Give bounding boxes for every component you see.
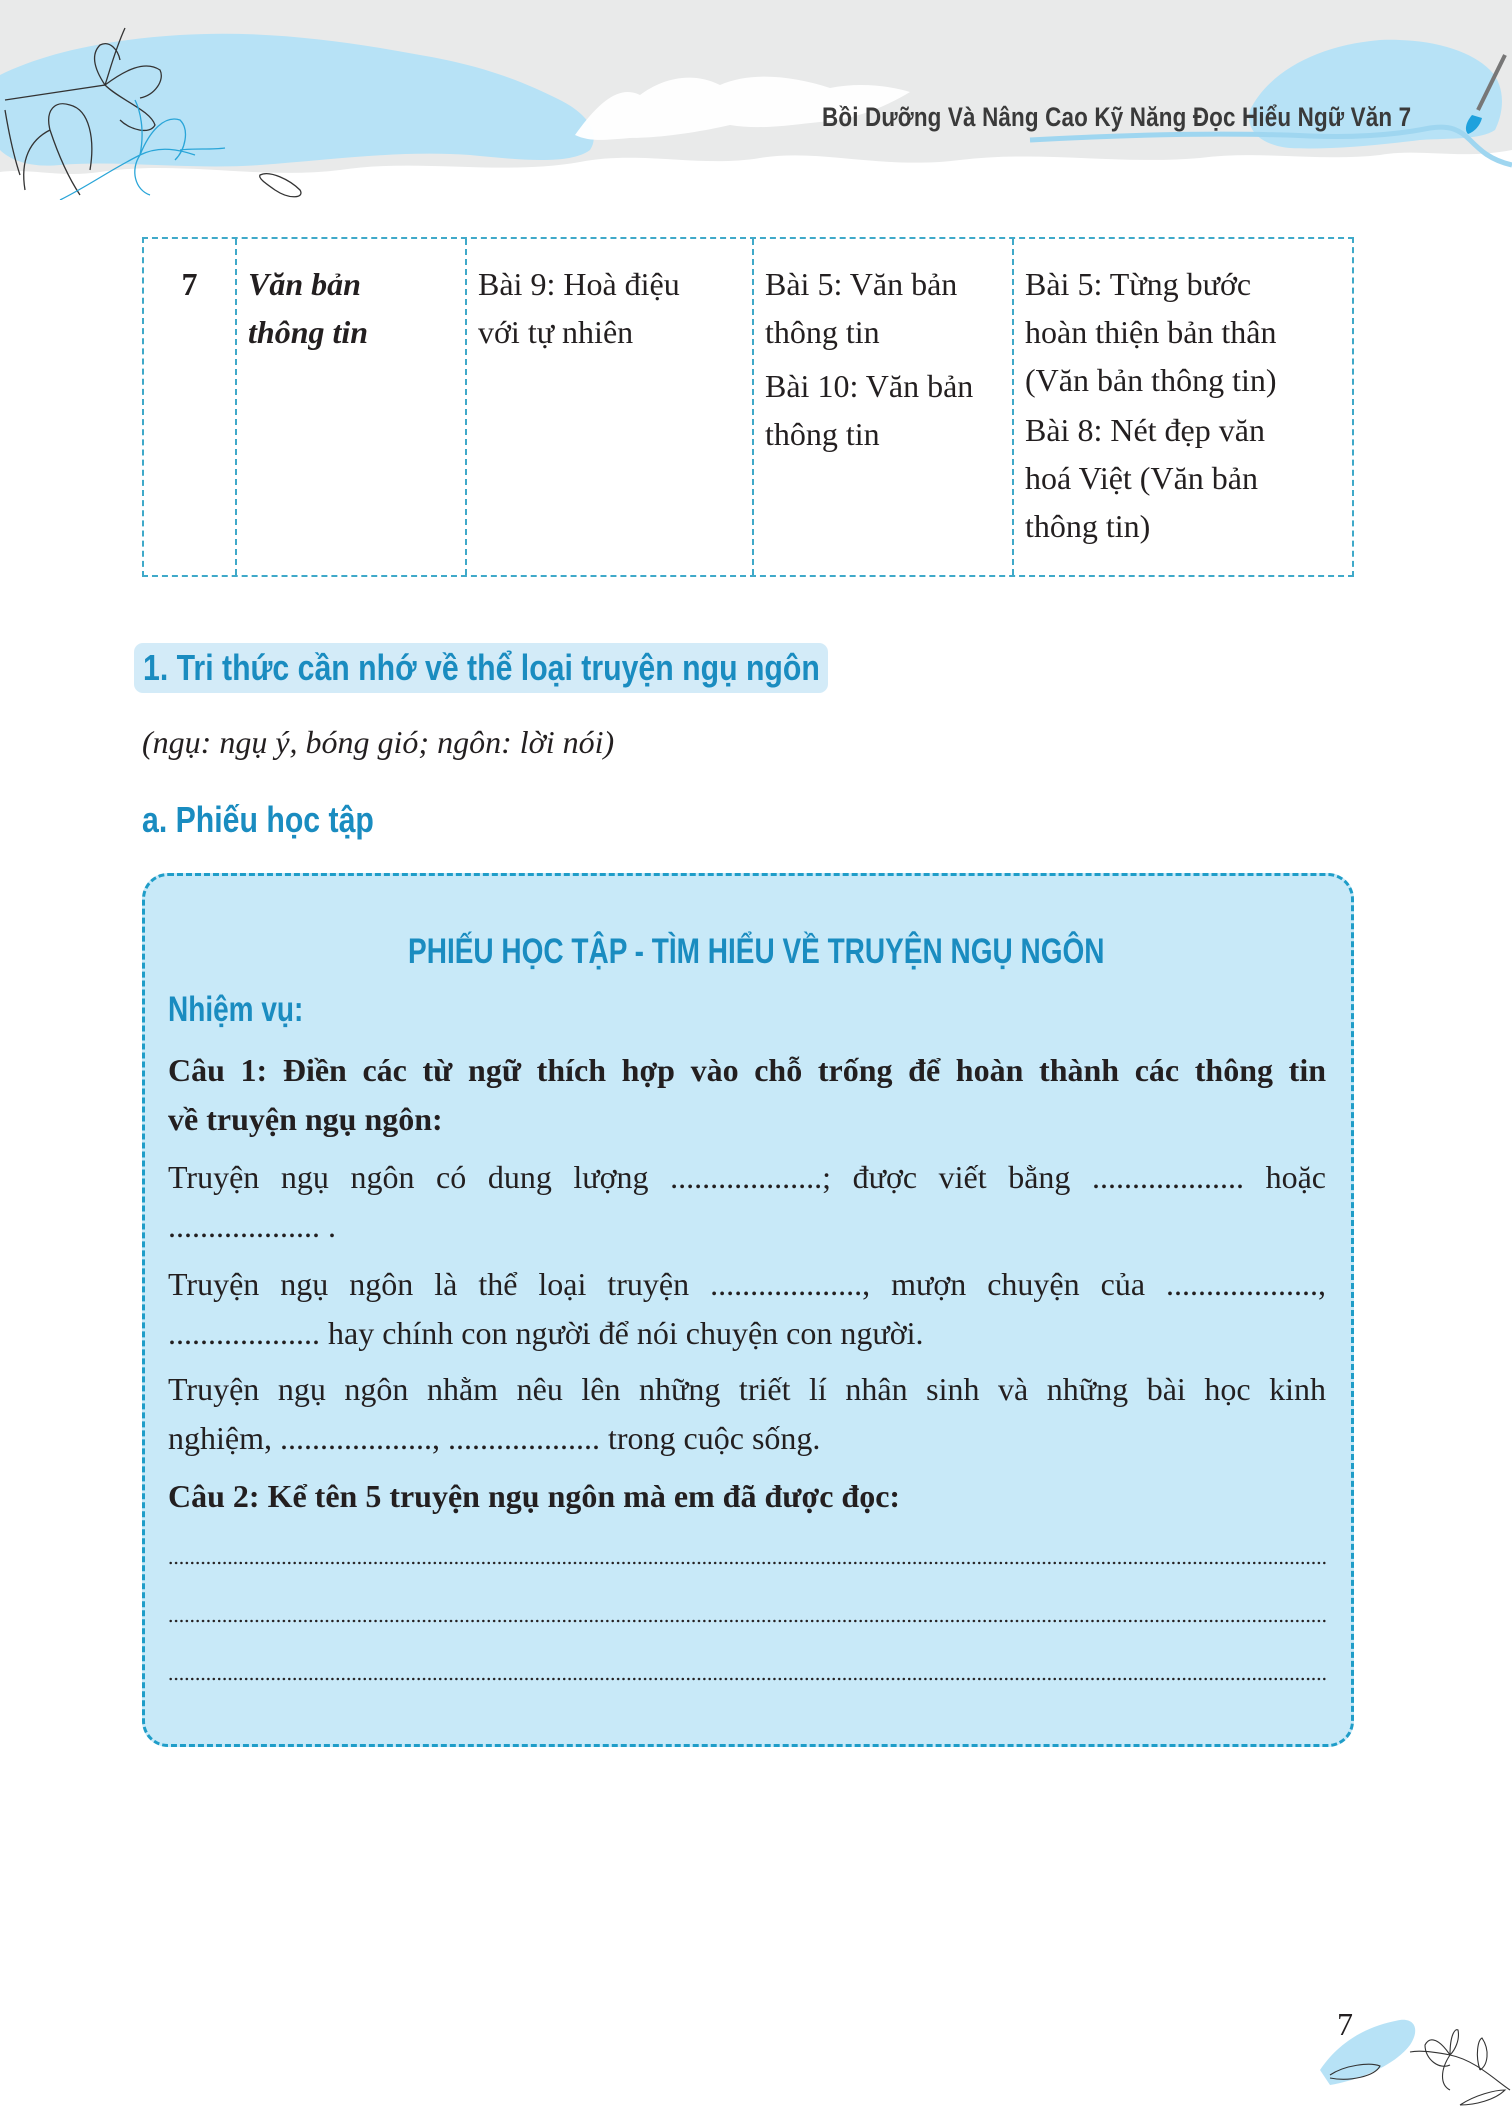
table-cell-number: 7 <box>144 239 237 575</box>
book-title: Bồi Dưỡng Và Nâng Cao Kỹ Năng Đọc Hiểu Ngữ Văn 7 <box>822 102 1412 132</box>
question-2: Câu 2: Kể tên 5 truyện ngụ ngôn mà em đã được đọc: <box>168 1478 901 1514</box>
genre-line: Văn bản <box>248 266 361 302</box>
section-heading-text: 1. Tri thức cần nhớ về thể loại truyện ngụ ngôn <box>143 647 820 688</box>
fill-in-paragraph-3: Truyện ngụ ngôn nhằm nêu lên những triết lí nhân sinh và những bài học kinh nghiệm, ..................., ................... trong cuộc sống. <box>168 1371 1326 1456</box>
table-cell-book3 <box>1014 239 1354 575</box>
curriculum-table <box>142 237 1354 577</box>
page-number: 7 <box>1337 2006 1353 2042</box>
footer-flower-icon <box>1300 1990 1512 2119</box>
answer-line-1[interactable] <box>168 1561 1326 1565</box>
fill-in-paragraph-2: Truyện ngụ ngôn là thể loại truyện ..................., mượn chuyện của ..................., ................... hay chính con người để nói chuyện con người. <box>168 1266 1326 1351</box>
lesson-entry: Bài 5: Văn bản thông tin <box>765 266 958 350</box>
page-header-banner <box>0 0 1512 200</box>
table-cell-book2 <box>754 239 1014 575</box>
lesson-entry: Bài 8: Nét đẹp văn hoá Việt (Văn bản thông tin) <box>1025 412 1265 544</box>
worksheet-title: PHIẾU HỌC TẬP - TÌM HIỂU VỀ TRUYỆN NGỤ NGÔN <box>407 932 1105 971</box>
sub-heading: a. Phiếu học tập <box>142 799 374 840</box>
genre-line: thông tin <box>248 314 369 350</box>
section-heading <box>134 643 828 693</box>
etymology-note: (ngụ: ngụ ý, bóng gió; ngôn: lời nói) <box>142 724 615 760</box>
fill-in-paragraph-1: Truyện ngụ ngôn có dung lượng ...................; được viết bằng ................... hoặc ................... . <box>168 1159 1326 1244</box>
lesson-entry: Bài 5: Từng bước hoàn thiện bản thân (Văn bản thông tin) <box>1025 266 1277 398</box>
answer-line-2[interactable] <box>168 1619 1326 1623</box>
table-cell-genre <box>237 239 467 575</box>
task-label: Nhiệm vụ: <box>168 990 304 1029</box>
answer-line-3[interactable] <box>168 1677 1326 1681</box>
question-1: Câu 1: Điền các từ ngữ thích hợp vào chỗ trống để hoàn thành các thông tin về truyện ngụ ngôn: <box>168 1052 1326 1137</box>
table-cell-book1: Bài 9: Hoà điệu với tự nhiên <box>467 239 754 575</box>
lesson-entry: Bài 10: Văn bản thông tin <box>765 368 974 452</box>
